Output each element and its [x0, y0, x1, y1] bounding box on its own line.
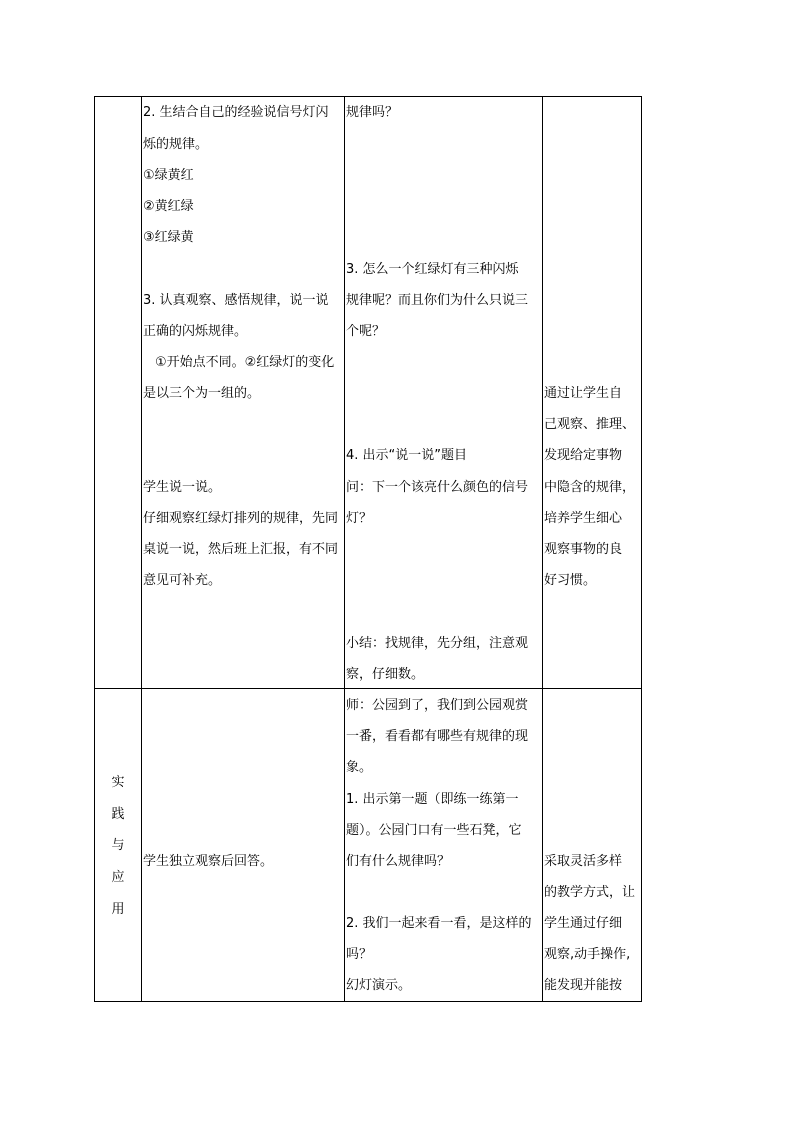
text-line: 幻灯演示。	[346, 978, 412, 993]
text-line: 们有什么规律吗？	[346, 854, 451, 869]
text-line: ②黄红绿	[143, 199, 194, 214]
table-top-border	[94, 96, 642, 97]
text-line: 2. 生结合自己的经验说信号灯闪	[143, 105, 329, 120]
column-divider-1	[141, 96, 142, 1002]
text-line: 发现给定事物	[544, 448, 623, 463]
text-line: 通过让学生自	[544, 386, 623, 401]
text-line: 学生通过仔细	[544, 916, 623, 931]
text-line: 灯？	[346, 511, 373, 526]
text-line: 能发现并能按	[544, 978, 623, 993]
text-line: 一番，看看都有哪些有规律的现	[346, 729, 529, 744]
text-line: 3. 认真观察、感悟规律，说一说	[143, 293, 329, 308]
text-line: 吗？	[346, 947, 373, 962]
text-line: 问：下一个该亮什么颜色的信号	[346, 480, 529, 495]
text-line: 2. 我们一起来看一看，是这样的	[346, 916, 532, 931]
text-line: 3. 怎么一个红绿灯有三种闪烁	[346, 262, 519, 277]
stage-char: 用	[111, 902, 125, 917]
text-line: 桌说一说，然后班上汇报，有不同	[143, 542, 339, 557]
text-line: 1. 出示第一题（即练一练第一	[346, 792, 519, 807]
text-line: 观察事物的良	[544, 542, 623, 557]
text-line: 烁的规律。	[143, 137, 209, 152]
text-line: 察，仔细数。	[346, 667, 425, 682]
text-line: 观察,动手操作,	[544, 947, 631, 962]
stage-char: 践	[111, 807, 125, 822]
table-right-border	[641, 96, 642, 1002]
text-line: 象。	[346, 760, 373, 775]
column-divider-3	[542, 96, 543, 1002]
text-line: 是以三个为一组的。	[143, 386, 261, 401]
stage-char: 与	[111, 838, 125, 853]
text-line: 学生独立观察后回答。	[143, 854, 274, 869]
text-line: 采取灵活多样	[544, 854, 623, 869]
text-line: 的教学方式，让	[544, 885, 636, 900]
column-divider-2	[344, 96, 345, 1002]
text-line: 4. 出示“说一说”题目	[346, 448, 468, 463]
table-left-border	[94, 96, 95, 1002]
text-line: 规律吗？	[346, 105, 399, 120]
text-line: 仔细观察红绿灯排列的规律，先同	[143, 511, 339, 526]
text-line: ①绿黄红	[143, 168, 194, 183]
text-line: 培养学生细心	[544, 511, 623, 526]
text-line: 正确的闪烁规律。	[143, 324, 248, 339]
text-line: 好习惯。	[544, 573, 597, 588]
stage-char: 应	[111, 870, 125, 885]
text-line: 师：公园到了，我们到公园观赏	[346, 698, 529, 713]
table-bottom-border	[94, 1001, 642, 1002]
stage-char: 实	[111, 775, 125, 790]
text-line: 己观察、推理、	[544, 417, 636, 432]
text-line: 意见可补充。	[143, 573, 222, 588]
text-line: 学生说一说。	[143, 480, 222, 495]
text-line: 个呢？	[346, 324, 386, 339]
text-line: 中隐含的规律，	[544, 480, 636, 495]
text-line: ①开始点不同。②红绿灯的变化	[155, 355, 335, 370]
text-line: 规律呢？而且你们为什么只说三	[346, 293, 529, 308]
text-line: 题）。公园门口有一些石凳，它	[346, 823, 522, 838]
text-line: ③红绿黄	[143, 230, 194, 245]
text-line: 小结：找规律，先分组，注意观	[346, 636, 529, 651]
row-divider	[94, 688, 642, 689]
